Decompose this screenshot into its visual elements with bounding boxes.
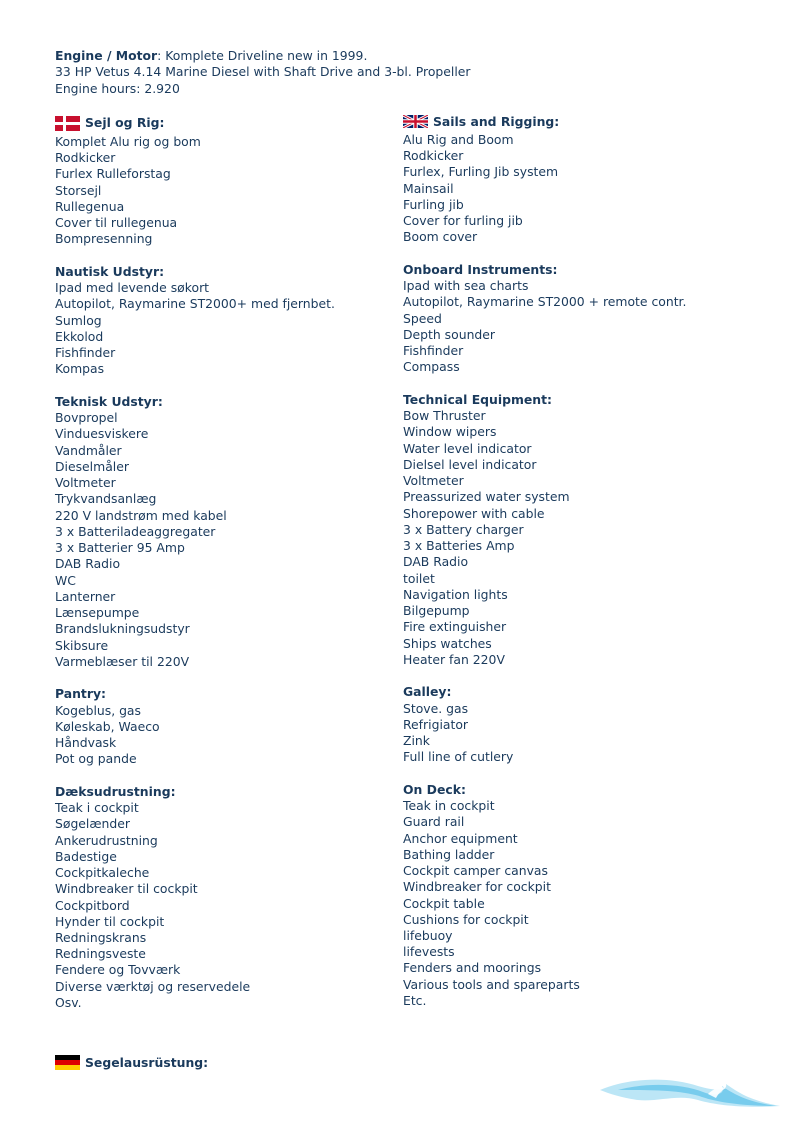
section-title: Dæksudrustning:	[55, 783, 176, 799]
section-title: On Deck:	[403, 781, 466, 797]
list-item: Windbreaker for cockpit	[403, 879, 551, 895]
list-item: Anchor equipment	[403, 830, 518, 846]
item-list	[403, 408, 686, 668]
list-item: Water level indicator	[403, 440, 532, 456]
list-item: Furling jib	[403, 196, 464, 212]
list-item: Fenders and moorings	[403, 960, 542, 976]
list-item: Rodkicker	[403, 148, 464, 164]
list-item: Dielsel level indicator	[403, 456, 537, 472]
list-item: Redningsveste	[55, 946, 146, 962]
wave-logo-icon	[598, 1076, 783, 1115]
engine-label: Engine / Motor	[55, 48, 158, 63]
list-item: Shorepower with cable	[403, 505, 545, 521]
item-list	[403, 132, 686, 246]
section-title: Segelausrüstung:	[85, 1055, 209, 1070]
list-item: Trykvandsanlæg	[55, 491, 157, 507]
list-item: Rullegenua	[55, 198, 125, 214]
section-title: Teknisk Udstyr:	[55, 393, 163, 409]
engine-info	[55, 48, 471, 97]
list-item: Teak i cockpit	[55, 800, 139, 816]
list-item: Zink	[403, 733, 430, 749]
list-item: toilet	[403, 570, 435, 586]
list-item: Heater fan 220V	[403, 651, 505, 667]
list-item: Vandmåler	[55, 442, 122, 458]
section-technical-equipment	[403, 392, 686, 668]
list-item: Fishfinder	[55, 345, 116, 361]
list-item: Diverse værktøj og reservedele	[55, 978, 251, 994]
list-item: Mainsail	[403, 180, 454, 196]
list-item: Storsejl	[55, 182, 102, 198]
item-list	[55, 800, 335, 1011]
list-item: Voltmeter	[403, 473, 464, 489]
list-item: Dieselmåler	[55, 458, 129, 474]
list-item: Fire extinguisher	[403, 619, 507, 635]
list-item: Ipad med levende søkort	[55, 280, 210, 296]
list-item: Alu Rig and Boom	[403, 132, 514, 147]
item-list	[403, 798, 686, 1009]
engine-line-3: Engine hours: 2.920	[55, 80, 180, 96]
list-item: Stove. gas	[403, 700, 469, 716]
list-item: Autopilot, Raymarine ST2000+ med fjernbet.	[55, 296, 335, 312]
item-list	[55, 703, 335, 768]
german-flag-icon	[55, 1055, 80, 1070]
list-item: Speed	[403, 310, 442, 326]
list-item: Full line of cutlery	[403, 749, 514, 765]
section-title: Nautisk Udstyr:	[55, 263, 165, 279]
list-item: Kompas	[55, 361, 105, 377]
list-item: Fendere og Tovværk	[55, 962, 181, 978]
list-item: Guard rail	[403, 814, 465, 830]
list-item: Bovpropel	[55, 410, 118, 426]
list-item: Osv.	[55, 994, 82, 1010]
engine-driveline: : Komplete Driveline new in 1999.	[157, 48, 368, 63]
list-item: Window wipers	[403, 424, 497, 440]
list-item: DAB Radio	[55, 556, 121, 572]
section-nautisk-udstyr	[55, 264, 335, 378]
section-daeksudrustning	[55, 784, 335, 1011]
list-item: 3 x Batterier 95 Amp	[55, 540, 185, 556]
list-item: Bompresenning	[55, 231, 153, 247]
section-title: Technical Equipment:	[403, 391, 552, 407]
list-item: Komplet Alu rig og bom	[55, 134, 201, 149]
section-galley	[403, 684, 686, 765]
list-item: Various tools and spareparts	[403, 976, 580, 992]
list-item: Bathing ladder	[403, 846, 495, 862]
section-title: Pantry:	[55, 686, 106, 702]
list-item: Ankerudrustning	[55, 832, 158, 848]
list-item: Cockpitkaleche	[55, 865, 150, 881]
list-item: Søgelænder	[55, 816, 130, 832]
section-teknisk-udstyr	[55, 394, 335, 670]
section-title: Onboard Instruments:	[403, 261, 558, 277]
section-title: Sejl og Rig:	[85, 114, 165, 130]
list-item: 3 x Batteries Amp	[403, 538, 515, 554]
list-item: lifebuoy	[403, 927, 453, 943]
list-item: lifevests	[403, 944, 455, 960]
list-item: Redningskrans	[55, 929, 147, 945]
list-item: Varmeblæser til 220V	[55, 653, 190, 669]
list-item: Cockpit camper canvas	[403, 863, 548, 879]
item-list	[403, 278, 686, 375]
list-item: Voltmeter	[55, 475, 116, 491]
section-heading	[55, 112, 335, 134]
section-title: Galley:	[403, 684, 452, 700]
list-item: Cover til rullegenua	[55, 215, 178, 231]
section-heading	[403, 112, 686, 132]
list-item: Ships watches	[403, 635, 492, 651]
list-item: Refrigiator	[403, 716, 469, 732]
list-item: Ipad with sea charts	[403, 278, 529, 294]
list-item: Hynder til cockpit	[55, 913, 165, 929]
list-item: Etc.	[403, 992, 427, 1008]
list-item: Cover for furling jib	[403, 213, 523, 229]
item-list	[55, 134, 335, 248]
list-item: WC	[55, 572, 76, 588]
item-list	[55, 280, 335, 377]
list-item: Navigation lights	[403, 586, 508, 602]
list-item: Preassurized water system	[403, 489, 570, 505]
uk-flag-icon	[403, 115, 428, 130]
list-item: 3 x Battery charger	[403, 521, 524, 537]
list-item: Pot og pande	[55, 751, 137, 767]
list-item: Bilgepump	[403, 603, 470, 619]
list-item: Sumlog	[55, 312, 102, 328]
list-item: Køleskab, Waeco	[55, 718, 160, 734]
list-item: Håndvask	[55, 735, 117, 751]
section-pantry	[55, 686, 335, 767]
section-title: Sails and Rigging:	[433, 113, 560, 129]
section-onboard-instruments	[403, 262, 686, 376]
item-list	[55, 410, 335, 670]
list-item: Skibsure	[55, 637, 109, 653]
list-item: Vinduesviskere	[55, 426, 149, 442]
list-item: Depth sounder	[403, 326, 496, 342]
section-segelausruestung	[55, 1055, 208, 1070]
list-item: Furlex Rulleforstag	[55, 166, 171, 182]
section-on-deck	[403, 782, 686, 1009]
list-item: 3 x Batteriladeaggregater	[55, 523, 216, 539]
list-item: Cockpit table	[403, 895, 485, 911]
list-item: Fishfinder	[403, 343, 464, 359]
list-item: DAB Radio	[403, 554, 469, 570]
list-item: 220 V landstrøm med kabel	[55, 507, 227, 523]
item-list	[403, 701, 686, 766]
english-column	[403, 112, 686, 1025]
engine-line-2: 33 HP Vetus 4.14 Marine Diesel with Shaft Drive and 3-bl. Propeller	[55, 64, 471, 80]
list-item: Compass	[403, 359, 460, 375]
list-item: Cockpitbord	[55, 897, 130, 913]
section-sejl-og-rig	[55, 112, 335, 248]
danish-column	[55, 112, 335, 1027]
engine-line-1	[55, 48, 471, 64]
list-item: Windbreaker til cockpit	[55, 881, 198, 897]
list-item: Autopilot, Raymarine ST2000 + remote contr.	[403, 294, 687, 310]
list-item: Brandslukningsudstyr	[55, 621, 190, 637]
list-item: Teak in cockpit	[403, 798, 495, 814]
list-item: Ekkolod	[55, 328, 104, 344]
list-item: Boom cover	[403, 229, 478, 245]
list-item: Lanterner	[55, 588, 116, 604]
list-item: Rodkicker	[55, 150, 116, 166]
list-item: Cushions for cockpit	[403, 911, 529, 927]
list-item: Bow Thruster	[403, 408, 486, 424]
section-sails-and-rigging	[403, 112, 686, 246]
danish-flag-icon	[55, 116, 80, 131]
list-item: Lænsepumpe	[55, 605, 140, 621]
list-item: Badestige	[55, 848, 117, 864]
list-item: Kogeblus, gas	[55, 702, 141, 718]
list-item: Furlex, Furling Jib system	[403, 164, 559, 180]
